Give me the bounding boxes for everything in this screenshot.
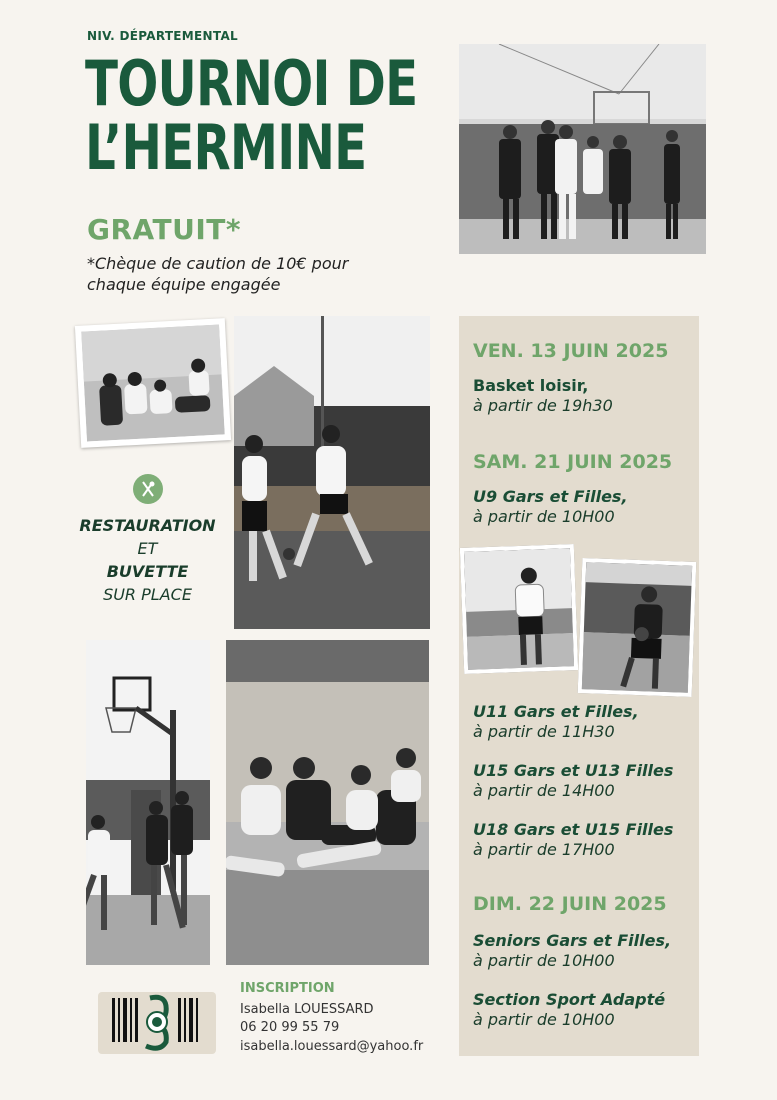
event-title: U18 Gars et U15 Filles <box>473 820 674 839</box>
restauration-line-3: BUVETTE <box>106 562 189 581</box>
title-line-2: L’HERMINE <box>85 111 367 184</box>
photo-players-court <box>459 44 706 254</box>
day-heading-fri: VEN. 13 JUIN 2025 <box>473 340 669 362</box>
event-title: Section Sport Adapté <box>473 990 666 1009</box>
event-time: à partir de 10H00 <box>473 1010 615 1029</box>
event-title: Basket loisir, <box>473 376 589 395</box>
level-label: NIV. DÉPARTEMENTAL <box>87 29 238 43</box>
photo-outdoor-hoop <box>86 640 210 965</box>
day-heading-sat: SAM. 21 JUIN 2025 <box>473 451 673 473</box>
event-title: Seniors Gars et Filles, <box>473 931 672 950</box>
photo-girls-gym-floor <box>226 640 429 965</box>
photo-friends-polaroid <box>75 318 231 448</box>
event-title: U15 Gars et U13 Filles <box>473 761 674 780</box>
photo-girls-running <box>234 316 430 629</box>
inscription-name: Isabella LOUESSARD <box>240 1002 374 1017</box>
inscription-email[interactable]: isabella.louessard@yahoo.fr <box>240 1039 424 1054</box>
restauration-line-4: SUR PLACE <box>103 585 192 604</box>
day-heading-sun: DIM. 22 JUIN 2025 <box>473 893 667 915</box>
restauration-line-2: ET <box>137 539 158 558</box>
caution-note: *Chèque de caution de 10€ pour chaque équipe engagée <box>87 254 349 294</box>
event-time: à partir de 19h30 <box>473 396 613 415</box>
event-time: à partir de 10H00 <box>473 951 615 970</box>
event-title: U9 Gars et Filles, <box>473 487 628 506</box>
inscription-title: INSCRIPTION <box>240 981 335 996</box>
event-time: à partir de 10H00 <box>473 507 615 526</box>
photo-player-white-shirt <box>460 544 578 674</box>
title-line-1: TOURNOI DE <box>85 47 418 120</box>
restauration-line-1: RESTAURATION <box>79 516 216 535</box>
event-time: à partir de 11H30 <box>473 722 615 741</box>
club-logo <box>98 992 216 1054</box>
event-title: U11 Gars et Filles, <box>473 702 639 721</box>
inscription-phone[interactable]: 06 20 99 55 79 <box>240 1020 340 1035</box>
restauration-info <box>70 514 225 606</box>
photo-player-dribbling <box>578 558 697 697</box>
event-time: à partir de 17H00 <box>473 840 615 859</box>
page-title <box>85 47 418 184</box>
fork-knife-icon <box>133 474 163 504</box>
free-label: GRATUIT* <box>87 213 242 246</box>
event-time: à partir de 14H00 <box>473 781 615 800</box>
